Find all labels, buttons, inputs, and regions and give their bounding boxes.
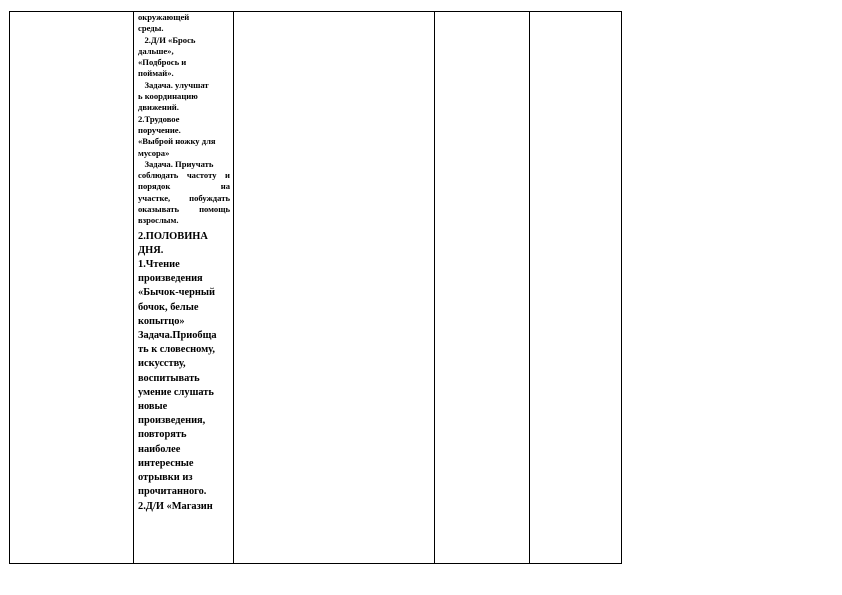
column-divider-3 xyxy=(434,12,435,563)
text-line: воспитывать xyxy=(138,372,200,384)
column-divider-1 xyxy=(133,12,134,563)
text-line: порядок на xyxy=(138,181,230,192)
text-line: окружающей xyxy=(138,12,190,22)
text-line: движений. xyxy=(138,102,179,113)
text-line: наиболее xyxy=(138,443,181,455)
text-line: искусству, xyxy=(138,358,186,370)
labor-task-goal-block xyxy=(138,159,230,227)
text-line: взрослым. xyxy=(138,215,179,226)
text-line: участке, побуждать xyxy=(138,192,230,203)
text-line: поручение. xyxy=(138,124,181,135)
text-line: интересные xyxy=(138,457,194,469)
text-line: Задача. Приучать xyxy=(138,158,214,169)
text-line: «Бычок-черный xyxy=(138,287,216,299)
text-line: соблюдать частоту и xyxy=(138,170,230,181)
text-line: Задача. улучшат xyxy=(138,79,209,90)
text-line: бочок, белые xyxy=(138,301,199,313)
schedule-table xyxy=(9,11,622,564)
text-line: «Подбрось и xyxy=(138,57,187,68)
text-line: 2.ПОЛОВИНА xyxy=(138,230,208,242)
activity-cell-text xyxy=(138,12,230,514)
text-line: 2.Д/И «Магазин xyxy=(138,500,213,512)
text-line: 1.Чтение xyxy=(138,259,180,271)
column-divider-2 xyxy=(233,12,234,563)
text-line: среды. xyxy=(138,23,164,34)
afternoon-activities-block xyxy=(138,230,230,514)
text-line: произведения xyxy=(138,273,203,285)
text-line: 2.Д/И «Брось xyxy=(138,34,196,45)
text-line: дальше», xyxy=(138,45,174,56)
text-line: ДНЯ. xyxy=(138,244,164,256)
text-line: умение слушать xyxy=(138,386,214,398)
column-divider-4 xyxy=(529,12,530,563)
text-line: мусора» xyxy=(138,147,170,158)
text-line: произведения, xyxy=(138,415,206,427)
text-line: ь координацию xyxy=(138,91,198,102)
text-line: копытцо» xyxy=(138,315,185,327)
text-line: поймай». xyxy=(138,68,174,79)
text-line: отрывки из xyxy=(138,472,193,484)
text-line: оказывать помощь xyxy=(138,204,230,215)
text-line: Задача.Приобща xyxy=(138,330,217,342)
text-line: 2.Трудовое xyxy=(138,113,180,124)
walk-activities-block xyxy=(138,12,230,159)
text-line: новые xyxy=(138,401,168,413)
text-line: «Выброй ножку для xyxy=(138,136,216,147)
text-line: повторять xyxy=(138,429,187,441)
text-line: прочитанного. xyxy=(138,486,207,498)
text-line: ть к словесному, xyxy=(138,344,215,356)
